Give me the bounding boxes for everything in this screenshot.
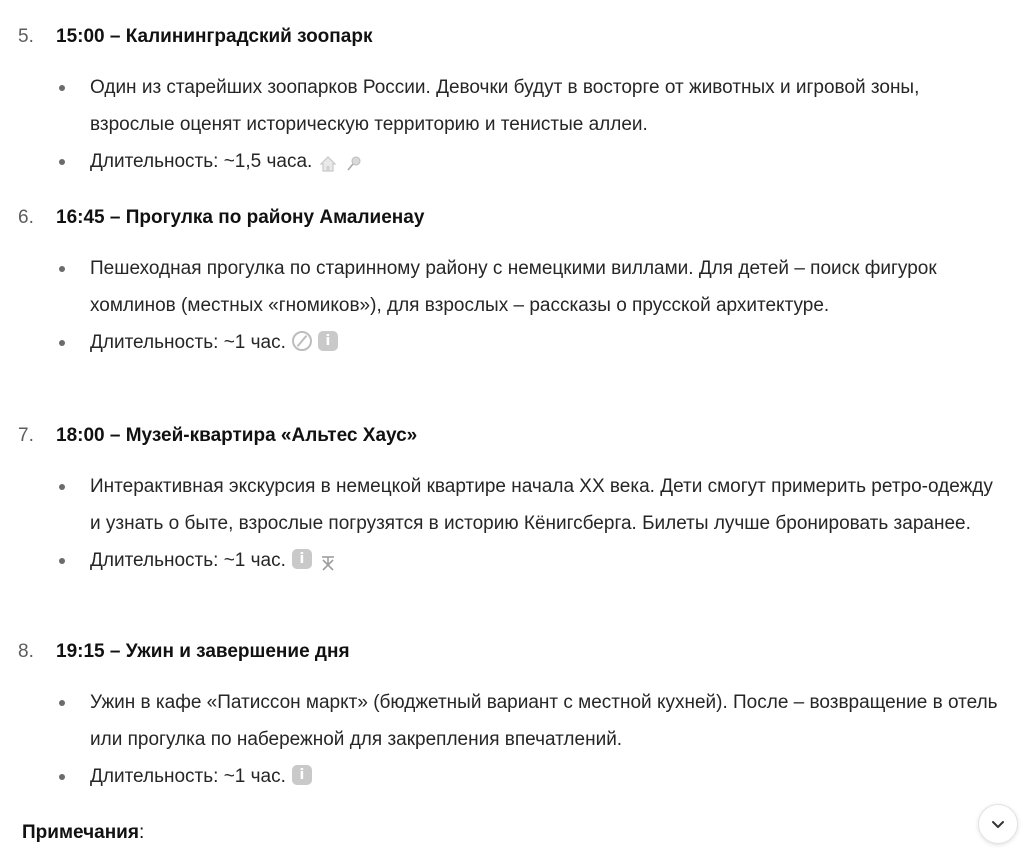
- item-header: [0, 414, 1024, 458]
- itinerary-item-8: [0, 630, 1024, 795]
- item-title: 18:00 – Музей-квартира «Альтес Хаус»: [56, 425, 418, 446]
- bullet-text: Интерактивная экскурсия в немецкой квартире начала XX века. Дети смогут примерить ретро-одежду и узнать о быте, взрослые погрузятся в историю Кёнигсберга. Билеты лучше бронировать заранее.: [90, 476, 993, 534]
- bullet-text: Длительность: ~1 час.: [90, 766, 286, 787]
- scroll-to-bottom-button[interactable]: [978, 804, 1018, 844]
- bullet-text: Длительность: ~1,5 часа.: [90, 151, 313, 172]
- compass-icon: [292, 331, 312, 351]
- notes-colon: :: [138, 822, 145, 843]
- scissors-emoji-icon: [318, 549, 338, 569]
- info-icon: i: [292, 549, 312, 569]
- bullet-duration: [0, 758, 1024, 795]
- item-title: 16:45 – Прогулка по району Амалиенау: [56, 207, 425, 228]
- item-header: [0, 196, 1024, 240]
- item-header: [0, 15, 1024, 59]
- itinerary-item-5: [0, 15, 1024, 180]
- bullet-text: Ужин в кафе «Патиссон маркт» (бюджетный вариант с местной кухней). После – возвращение в отель или прогулка по набережной для закрепления впечатлений.: [90, 692, 998, 750]
- bullet-duration: [0, 324, 1024, 361]
- item-bullets: [0, 69, 1024, 180]
- bullet-text: Пешеходная прогулка по старинному району с немецкими виллами. Для детей – поиск фигурок хомлинов (местных «гномиков»), для взрослых – рассказы о прусской архитектуре.: [90, 258, 937, 316]
- house-emoji-icon: [318, 150, 338, 170]
- item-bullets: [0, 468, 1024, 579]
- item-number: 7.: [18, 425, 34, 446]
- bullet-description: [0, 250, 1024, 324]
- bullet-duration: [0, 542, 1024, 579]
- itinerary-item-6: [0, 196, 1024, 361]
- item-number: 6.: [18, 207, 34, 228]
- chevron-down-icon: [989, 815, 1007, 833]
- item-title: 15:00 – Калининградский зоопарк: [56, 26, 373, 47]
- item-number: 5.: [18, 26, 34, 47]
- info-icon: i: [318, 331, 338, 351]
- item-title: 19:15 – Ужин и завершение дня: [56, 641, 350, 662]
- bullet-text: Длительность: ~1 час.: [90, 332, 286, 353]
- bullet-text: Один из старейших зоопарков России. Девочки будут в восторге от животных и игровой зоны, взрослые оценят историческую территорию и тенистые аллеи.: [90, 77, 920, 135]
- item-bullets: [0, 250, 1024, 361]
- pushpin-emoji-icon: [344, 150, 364, 170]
- bullet-text: Длительность: ~1 час.: [90, 550, 286, 571]
- bullet-duration: [0, 143, 1024, 180]
- item-header: [0, 630, 1024, 674]
- info-icon: i: [292, 765, 312, 785]
- bullet-description: [0, 468, 1024, 542]
- bullet-description: [0, 684, 1024, 758]
- notes-heading: [22, 822, 144, 844]
- notes-heading-text: Примечания: [22, 822, 139, 843]
- item-bullets: [0, 684, 1024, 795]
- itinerary-item-7: [0, 414, 1024, 579]
- bullet-description: [0, 69, 1024, 143]
- item-number: 8.: [18, 641, 34, 662]
